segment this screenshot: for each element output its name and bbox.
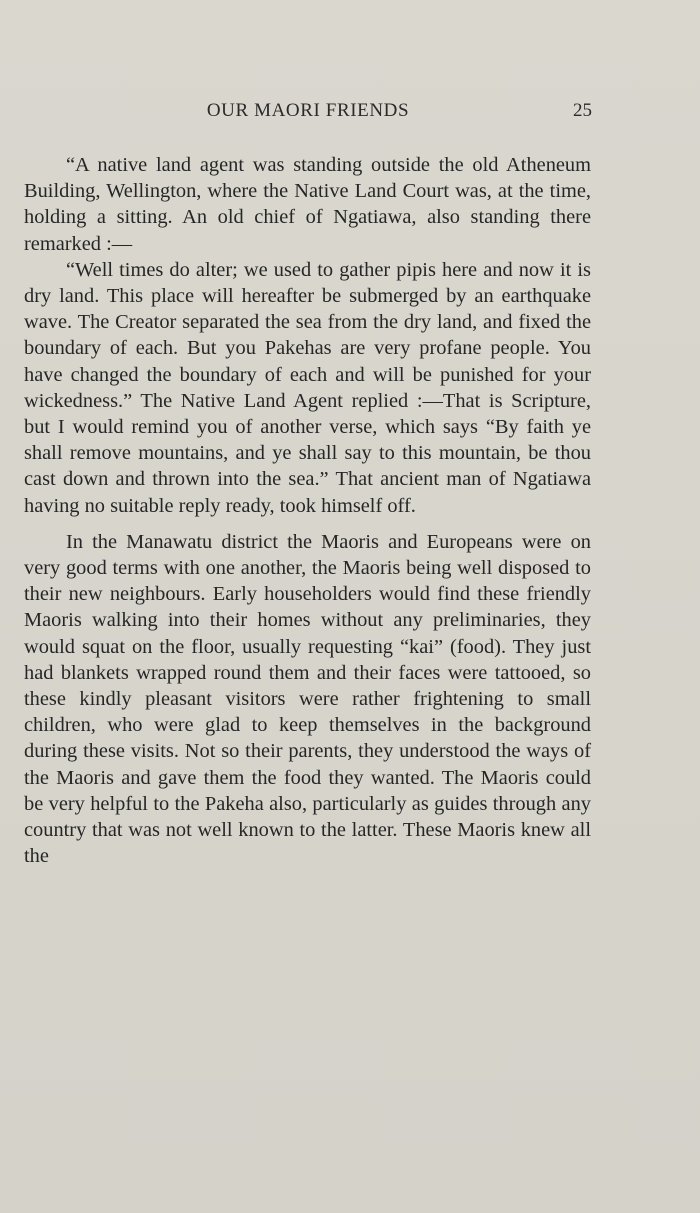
- page-number: 25: [573, 100, 592, 121]
- paragraph-manawatu: In the Manawatu district the Maoris and Europeans were on very good terms with one another, the Maoris being well disposed to their new neighbours. Early householders would find these friendly Maoris walking into their homes without any preliminaries, they would squat on the floor, usually requesting “kai” (food). They just had blankets wrapped round them and their faces were tattooed, so these kindly pleasant visitors were rather frightening to small children, who were glad to keep themselves in the background during these visits. Not so their parents, they understood the ways of the Maoris and gave them the food they wanted. The Maoris could be very helpful to the Pakeha also, particularly as guides through any country that was not well known to the latter. These Maoris knew all the: [24, 530, 591, 868]
- paragraph-chief-speech: “Well times do alter; we used to gather pipis here and now it is dry land. This place will hereafter be submerged by an earthquake wave. The Creator separated the sea from the dry land, and fixed the boundary of each. But you Pakehas are very profane people. You have changed the boundary of each and will be punished for your wickedness.” The Native Land Agent replied :—That is Scripture, but I would remind you of another verse, which says “By faith ye shall remove mountains, and ye shall say to this mountain, be thou cast down and thrown into the sea.” That ancient man of Ngatiawa having no suitable reply ready, took himself off.: [24, 258, 591, 517]
- paragraph-quote-intro: “A native land agent was standing outside the old Atheneum Building, Wellington, where the Native Land Court was, at the time, holding a sitting. An old chief of Ngatiawa, also standing there remarked :—: [24, 154, 591, 255]
- running-head: [24, 100, 592, 124]
- running-head-title: OUR MAORI FRIENDS: [206, 100, 410, 121]
- body-text: [24, 152, 591, 869]
